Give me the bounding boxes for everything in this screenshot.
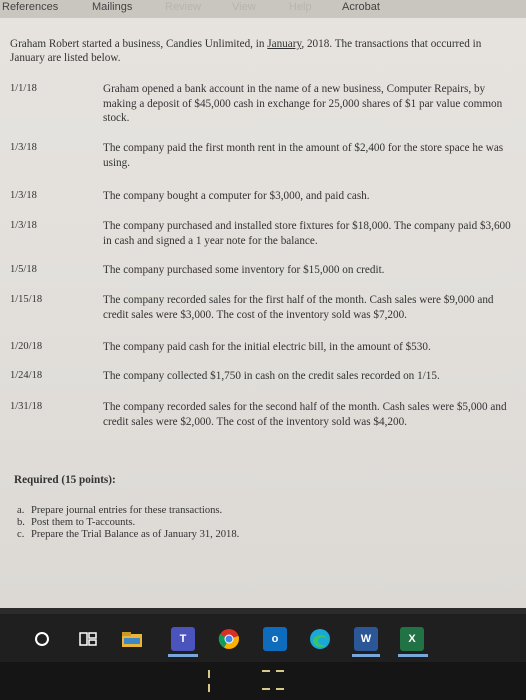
required-list: [17, 505, 239, 541]
list-text: Post them to T-accounts.: [31, 517, 136, 528]
active-indicator: [168, 654, 198, 657]
transaction-date: 1/1/18: [10, 83, 37, 94]
excel-letter: X: [408, 633, 416, 645]
taskbar-icons: [0, 614, 526, 662]
outlook-icon[interactable]: [263, 627, 287, 651]
transaction-text: Graham opened a bank account in the name of a new business, Computer Repairs, by making a deposit of $45,000 cash in exchange for 25,000 shares of $1 par value common stock.: [103, 83, 503, 124]
intro-text-start: Graham Robert started a business, Candies Unlimited, in: [10, 38, 268, 50]
teams-letter: T: [179, 633, 187, 645]
outlook-letter: o: [271, 633, 279, 645]
document-page: [0, 18, 526, 608]
transaction-date: 1/20/18: [10, 341, 43, 352]
transaction-date: 1/3/18: [10, 190, 37, 201]
list-letter: c.: [17, 529, 25, 540]
tab-review[interactable]: Review: [165, 1, 202, 13]
reflection-mark: [262, 670, 270, 672]
transaction-date: 1/5/18: [10, 264, 37, 275]
intro-paragraph: [10, 37, 515, 65]
ribbon-tabs: [0, 0, 526, 19]
task-view-icon[interactable]: [76, 627, 100, 651]
transaction-text: The company paid cash for the initial electric bill, in the amount of $530.: [103, 341, 431, 353]
teams-icon[interactable]: [171, 627, 195, 651]
transaction-text: The company paid the first month rent in the amount of $2,400 for the store space he was using.: [103, 142, 504, 169]
transaction-text: The company recorded sales for the second half of the month. Cash sales were $5,000 and credit sales were $2,000. The cost of the inventory sold was $4,200.: [103, 401, 507, 428]
tab-acrobat[interactable]: Acrobat: [342, 1, 380, 13]
list-item: [17, 517, 239, 529]
active-indicator: [352, 654, 380, 657]
transaction-text: The company recorded sales for the first half of the month. Cash sales were $9,000 and credit sales were $3,000. The cost of the inventory sold was $7,200.: [103, 294, 494, 321]
tab-references[interactable]: References: [2, 1, 59, 13]
edge-icon[interactable]: [308, 627, 332, 651]
list-text: Prepare the Trial Balance as of January 31, 2018.: [31, 529, 240, 540]
reflection-mark: [208, 670, 210, 678]
transaction-date: 1/15/18: [10, 294, 43, 305]
reflection-mark: [208, 684, 210, 692]
transaction-date: 1/24/18: [10, 370, 43, 381]
list-item: [17, 505, 239, 517]
list-item: [17, 529, 239, 541]
file-explorer-icon[interactable]: [120, 627, 144, 651]
transaction-date: 1/3/18: [10, 220, 37, 231]
excel-icon[interactable]: [400, 627, 424, 651]
screen-bezel: [0, 662, 526, 700]
transaction-date: 1/3/18: [10, 142, 37, 153]
word-letter: W: [360, 633, 372, 645]
windows-taskbar: [0, 608, 526, 700]
transaction-date: 1/31/18: [10, 401, 43, 412]
intro-text-end: , 2018. The transactions that occurred in January are listed below.: [10, 38, 482, 64]
list-text: Prepare journal entries for these transactions.: [31, 505, 223, 516]
tab-help[interactable]: Help: [289, 1, 312, 13]
list-letter: a.: [17, 505, 25, 516]
transaction-text: The company collected $1,750 in cash on the credit sales recorded on 1/15.: [103, 370, 440, 382]
transaction-text: The company bought a computer for $3,000, and paid cash.: [103, 190, 370, 202]
transaction-text: The company purchased and installed store fixtures for $18,000. The company paid $3,600 in cash and signed a 1 year note for the balance.: [103, 220, 511, 247]
active-indicator: [398, 654, 428, 657]
chrome-icon[interactable]: [217, 627, 241, 651]
word-icon[interactable]: [354, 627, 378, 651]
search-icon[interactable]: [30, 627, 54, 651]
transaction-text: The company purchased some inventory for $15,000 on credit.: [103, 264, 385, 276]
tab-view[interactable]: View: [232, 1, 256, 13]
list-letter: b.: [17, 517, 25, 528]
intro-month: January: [267, 38, 302, 50]
reflection-mark: [276, 688, 284, 690]
reflection-mark: [276, 670, 284, 672]
reflection-mark: [262, 688, 270, 690]
required-heading: Required (15 points):: [14, 474, 116, 486]
tab-mailings[interactable]: Mailings: [92, 1, 133, 13]
